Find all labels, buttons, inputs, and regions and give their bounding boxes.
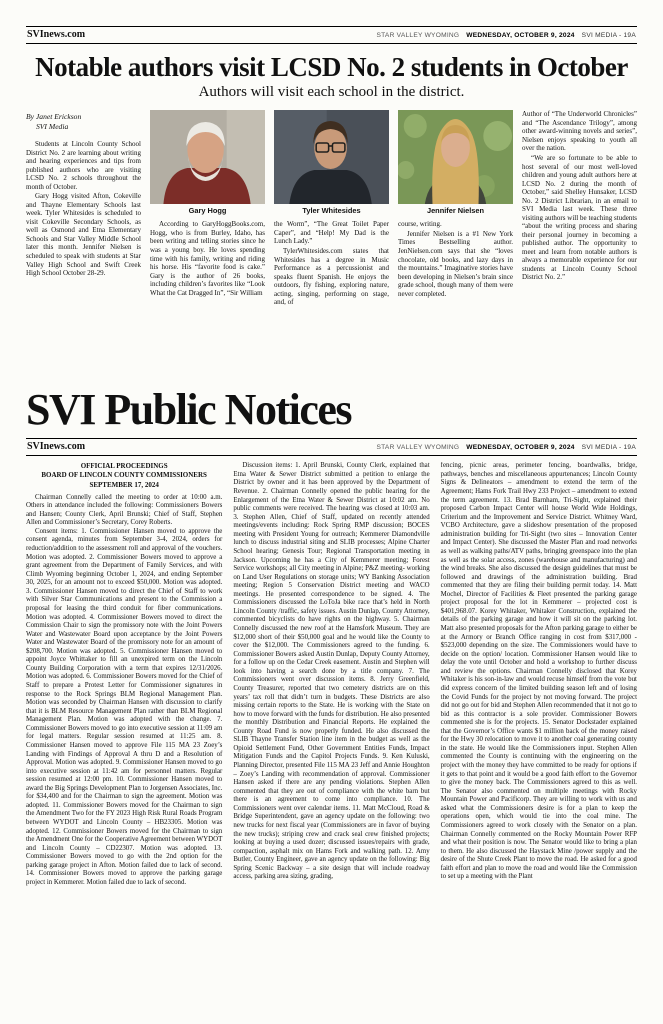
article-headline: Notable authors visit LCSD No. 2 students in October (35, 52, 628, 82)
article-column-5 (522, 110, 637, 386)
dateline-date: WEDNESDAY, OCTOBER 9, 2024 (466, 32, 575, 39)
article-paragraph: TylerWhitesides.com states that Whitesides has a degree in Music Performance as a percussionist and speaks fluent Spanish. He enjoys the outdoors, fly fishing, exploring nature, acting, singing, performing on stage, and, of (274, 246, 389, 307)
dateline (377, 32, 637, 39)
public-notices-headline: SVI Public Notices (26, 385, 351, 435)
notices-column-2 (233, 462, 429, 998)
article-column-1 (26, 110, 141, 386)
portrait-illustration-jennifer-nielsen (398, 110, 513, 204)
portrait-illustration-gary-hogg (150, 110, 265, 204)
article-column-2 (150, 110, 265, 386)
notice-paragraph: Discussion items: 1. April Brunski, County Clerk, explained that Etna Water & Sewer District submitted a petition to enlarge the District by owner and it has been approved by the Department of Revenue. 2. Chairman Connelly opened the public hearing for the Enlargement of the Etna Water & Sewer District at 10:02 am. No public comments were received. The hearing was closed at 10:03 am. 3. Stephen Allen, Chief of Staff, updated on recently attended meetings/events including: Rock Spring RMP discussion; BOCES meeting with President Young for outreach; Kemmerer Diamondville lunch to discuss industrial siting and SLIB processes; Alpine Charter School hearing; Genesis Tour; Regional Transportation meeting in Jackson. Upcoming he has a City of Kemmerer meeting; Forest Service workshops; all City meeting in Alpine; P&Z meeting- working on Land User Regulations on storage units; WY Banking Association meeting; Region 5 Conservation District meeting and WACO meetings. He presented correspondence to be signed. 4. The Commissioners discussed the LoToJa bike race that’s held in North Lincoln County /traffic, safety issues. Austin Dunlap, County Attorney, commented bicyclists do have rights on the highway. 5. Chairman Connelly discussed the new roof at the Hamsfork Museum. They are $12,000 short of their $50,000 goal and he would like the County to cover the $12,000. The Commissioners agreed to the funding. 6. Commissioner Bowers asked Austin Dunlap, Deputy County Attorney, for a follow up on the Cedar Creek easement. Austin and Stephen will look into having a search done by a title company. 7. The Commissioners went over discussion items. 8. Jerry Greenfield, County Treasurer, reported that two cemetery districts are on this years’ tax roll that didn’t turn in budgets. These Districts are also missing certain reports to the State. He is working with the State on how to move forward with the funds for distribution. He also presented the monthly Distribution and Financial Reports. He explained the County Road Fund is now properly funded. He also discussed the SLIB Thayne Transfer Station line item in the budget as well as the Opioid Settlement Fund, Other Government Entities Funds, Impact Mitigation Funds and the Capitol Projects Funds. 9. Ken Kuluski, Planning Director, presented File 115 MA 23 Jeff and Annie Houghton – Zoey’s Landing with recommendation of approval. Commissioner Hansen asked if there are any pending violations. Stephen Allen commented that they are out of compliance with the white barn but there is an agreement to come into compliance. 10. The Commissioners went over calendar items. 11. Matt McCloud, Road & Bridge Superintendent, gave an agency update on the following: two new trucks for next fiscal year (Commissioners are in favor of buying the new trucks); striping crew and crack seal crew finished projects; looking at buying a used dozer; discussed issues/repairs with grade, compaction, asphalt mix on Hams Fork and walking path. 12. Amy Butler, County Engineer, gave an agency update on the following: Big Spring Scenic Backway – a site design that will include roadway access, parking area sizing, grading, (233, 462, 430, 881)
masthead-notices (26, 438, 637, 456)
author-photo-tyler-whitesides (274, 110, 389, 204)
dateline-edition: SVI MEDIA - 19A (581, 444, 636, 452)
article-paragraph: Author of “The Underworld Chronicles” and “The Ascendance Trilogy”, among other award-winning novels and series”, Nielsen enjoys speaking to youth all over the nation. (522, 110, 637, 153)
article-subheadline: Authors will visit each school in the district. (198, 84, 465, 101)
dateline-edition: SVI MEDIA - 19A (581, 32, 636, 39)
article-paragraph: the Worm”, “The Great Toilet Paper Caper”, and “Help! My Dad is the Lunch Lady.” (274, 220, 389, 246)
notices-column-3 (441, 462, 637, 998)
notice-paragraph: fencing, picnic areas, perimeter fencing, boardwalks, bridge, pathways, benches and miscellaneous appurtenances; Lincoln County Signs & Delineators – amendment to extend the term of the Agreement; Hams Fork Trail Hwy 233 Project – amendment to extend the term agreement. 13. Brad Barnham, Tri-Sight, explained their proposed Carbon Impact Center will house World Wide Holdings, Criterium and the Improvement and Service District. Whitney Ward, VCBO Architecture, gave a slideshow presentation of the proposed administration building for Tri-Sight (two sites – Innovation Center and Impact Center). She discussed the Master Plan and road networks as well as walking paths/ATV paths, bringing greenspace into the plan as well as the solar access, zones (warehouse and manufacturing) and the wind breaks. She also discussed the design guidelines that must be followed and drawings of the administration building. Brad commented that they are filing their building permit today. 14. Matt Mochel, Director of Facilities & Fleet presented the parking garage project proposal for the lot in Kemmerer – projected cost is $401,968.07. Korey Whitaker, Whitaker Construction, explained the details of the parking garage and how it will sit on the parking lot. Matt also presented proposals for the Afton parking garage to either be at the Armory or Branch Office ranging in cost from $317,000 - $523,000 depending on the size. The Commissioners would have to decide on the option/ location. Commissioner Hansen would like to delay the vote until October and hold a workshop to further discuss and review the options. Chairman Connelly disclosed that Korey Whitaker is his son-in-law and would recuse himself from the vote but did express concern of the limited building season left and of losing the Covid Funds for the project by not moving forward. The project did not go out for bid and Stephen Allen recommended that it not go to bid as this contractor is a sole provider. Commissioner Bowers commented she is for the projects. 15. Senator Dockstader explained that the Governor’s Office wants $1 million back of the money raised for the Hwy 30 relocation to move it to another coal generating county in the state. He would like the Commissioners input. Stephen Allen commented the County is continuing with the engineering on the project with the money they have committed to be ready for options if it gets to that point and it would be a good faith effort to the Governor to give the money back. The Commissioners agreed to this as well. The Senator also commented on multiple meetings with Rocky Mountain Power and Pacificorp. They are willing to work with us and asked what the Commissioners desire is for a plan to keep the operations open, which would tie into the coal mine. The Commissioners agreed to work closely with the Senator on a plan. Chairman Connelly commented on the Rocky Mountain Power RFP and what their position is now. The Senator would like to bring a plan to them. He also discussed the Haystack Mine /power supply and the desire of the Shute Creek Plant to move the road. He asked for a good faith effort and plan to move the road and would like the Commission to set up a meeting with the Plant (440, 462, 637, 881)
author-photo-gary-hogg (150, 110, 265, 204)
article-paragraph: course, writing. (398, 220, 442, 229)
dateline-region: STAR VALLEY WYOMING (376, 32, 460, 39)
notices-column-1 (26, 462, 222, 998)
notice-heading-line: OFFICIAL PROCEEDINGS (80, 462, 168, 471)
article-column-4 (398, 110, 513, 386)
dateline-region: STAR VALLEY WYOMING (376, 444, 460, 452)
public-notices-body (26, 462, 637, 998)
dateline-date: WEDNESDAY, OCTOBER 9, 2024 (466, 444, 575, 452)
article-body (26, 110, 637, 386)
byline-org: SVI Media (36, 122, 69, 132)
author-photo-jennifer-nielsen (398, 110, 513, 204)
byline-author: By Janet Erickson (26, 112, 82, 122)
notice-paragraph: Chairman Connelly called the meeting to order at 10:00 a.m. Others in attendance included the following: Commissioners Bowers and Hansen; County Clerk, April Brunski; Chief of Staff, Stephen Allen and Commissioner’s Secretary, Corey Roberts. (26, 493, 223, 527)
dateline (377, 444, 637, 451)
notice-heading (26, 462, 222, 489)
site-name: SVInews.com (27, 29, 86, 40)
notice-heading-line: BOARD OF LINCOLN COUNTY COMMISSIONERS (41, 471, 207, 480)
article-column-3 (274, 110, 389, 386)
portrait-illustration-tyler-whitesides (274, 110, 389, 204)
masthead-top (26, 26, 637, 44)
article-paragraph: Jennifer Nielsen is a #1 New York Times Bestselling author. JenNielsen.com says that she “loves chocolate, old books, and lazy days in the mountains.” Imaginative stories have been developing in Nielsen’s brain since grade school, though many of them were never completed. (398, 229, 513, 298)
photo-caption: Tyler Whitesides (302, 206, 361, 216)
article-paragraph: Students at Lincoln County School District No. 2 are learning about writing and hearing experiences and tips from published authors who are visiting LCSD No. 2 schools throughout the month of October. (26, 140, 141, 191)
notice-paragraph: Consent items: 1. Commissioner Hansen moved to approve the consent agenda, minutes from September 3-4, 2024, orders for reduction/addition to the assessment roll and approval of the vouchers. Motion was adopted. 2. Commissioner Bowers moved to approve a grant agreement from the Department of Family Services, and with Climb Wyoming beginning October 1, 2024, and ending September 30, 2025, for an amount not to exceed $50,000. Motion was adopted. 3. Commissioner Hansen moved to direct the Chief of Staff to work with Silver Star Communications and present to the Commission a proposal for leasing the third conduit for fiber communications. Motion was adopted. 4. Commissioner Bowers moved to direct the Commission Chair to sign the promissory note with the Joint Powers Water and Wastewater Board upon acceptance by the Joint Powers Water and Wastewater Board of the promissory note for an amount of $208,700. Motion was adopted. 5. Commissioner Hansen moved to appoint Joyce Whittaker to fill an unexpired term on the Lincoln County Building Corporation with a term that expires 12/31/2026. Motion was adopted. 6. Commissioner Bowers moved for the Chief of Staff to prepare a Protest Letter for Commissioner signatures in response to the Rock Springs BLM Regional Management Plan. Motion was seconded by Chairman Hansen with discussion to clarify that it is BLM Resource Management Plan rather than BLM Regional Management Plan. Motion was adopted with the change. 7. Commissioner Bowers moved to go into executive session at 11:09 am for legal matters. Regular session resumed at 11:25 am. 8. Commissioner Hansen moved to approve File 115 MA 23 Zoey’s Landing with Findings of Approval A thru D and a Resolution of Approval. Motion was adopted. 9. Commissioner Hansen moved to go into executive session at 11:42 am for personnel matters. Regular session resumed at 12:00 pm. 10. Commissioner Hansen moved to award the Big Springs Development Plan to Jorgensen Associates, Inc. for $34,400 and for the Chairman to sign the agreement. Motion was adopted. 11. Commissioner Bowers moved for the Chairman to sign the Amendment Two for the FY 2023 High Risk Rural Roads Program between WYDOT and Lincoln County – HB23305. Motion was adopted. 12. Commissioner Bowers moved for the Chairman to sign the Amendment One for the Cooperative Agreement between WYDOT and Lincoln County – CD22307. Motion was adopted. 13. Commissioner Bowers moved to go with the 2nd option for the parking garage project in Afton. Motion failed due to lack of second. 14. Commissioner Bowers moved to approve the parking garage project in Kemmerer. Motion failed due to lack of second. (26, 527, 223, 886)
photo-caption: Jennifer Nielsen (426, 206, 485, 216)
site-name: SVInews.com (27, 441, 86, 453)
notice-heading-line: SEPTEMBER 17, 2024 (89, 480, 159, 489)
article-paragraph: “We are so fortunate to be able to host several of our most well-loved children and young adult authors here at LCSD No. 2 during the month of October,” said Shelley Hunsaker, LCSD No. 2 District Librarian, in an email to SVI Media last week. These three visiting authors will be teaching students “about the writing process and sharing their personal journey in becoming a published author. The opportunity to meet and learn from notable authors is always a memorable experience for our students at Lincoln County School District No. 2.” (522, 154, 637, 282)
byline (26, 112, 141, 132)
photo-caption: Gary Hogg (188, 206, 227, 216)
article-paragraph: According to GaryHoggBooks.com, Hogg, who is from Burley, Idaho, has been writing and telling stories since he was a young boy. He loves spending time with his family, writing and riding his horse. His “favorite food is cake.” Gary is the author of 26 books, including children’s favorites like “Look What the Cat Dragged In”, “Sir William (150, 220, 265, 297)
article-paragraph: Gary Hogg visited Afton, Cokeville and Thayne Elementary Schools last week. Tyler Whitesides is scheduled to visit Cokeville Secondary Schools, as well as Osmond and Etna Elementary Schools and Star Valley Middle School later this month. Jennifer Nielsen is scheduled to speak with students at Star Valley High School and Swift Creek High School October 28-29. (26, 192, 141, 278)
